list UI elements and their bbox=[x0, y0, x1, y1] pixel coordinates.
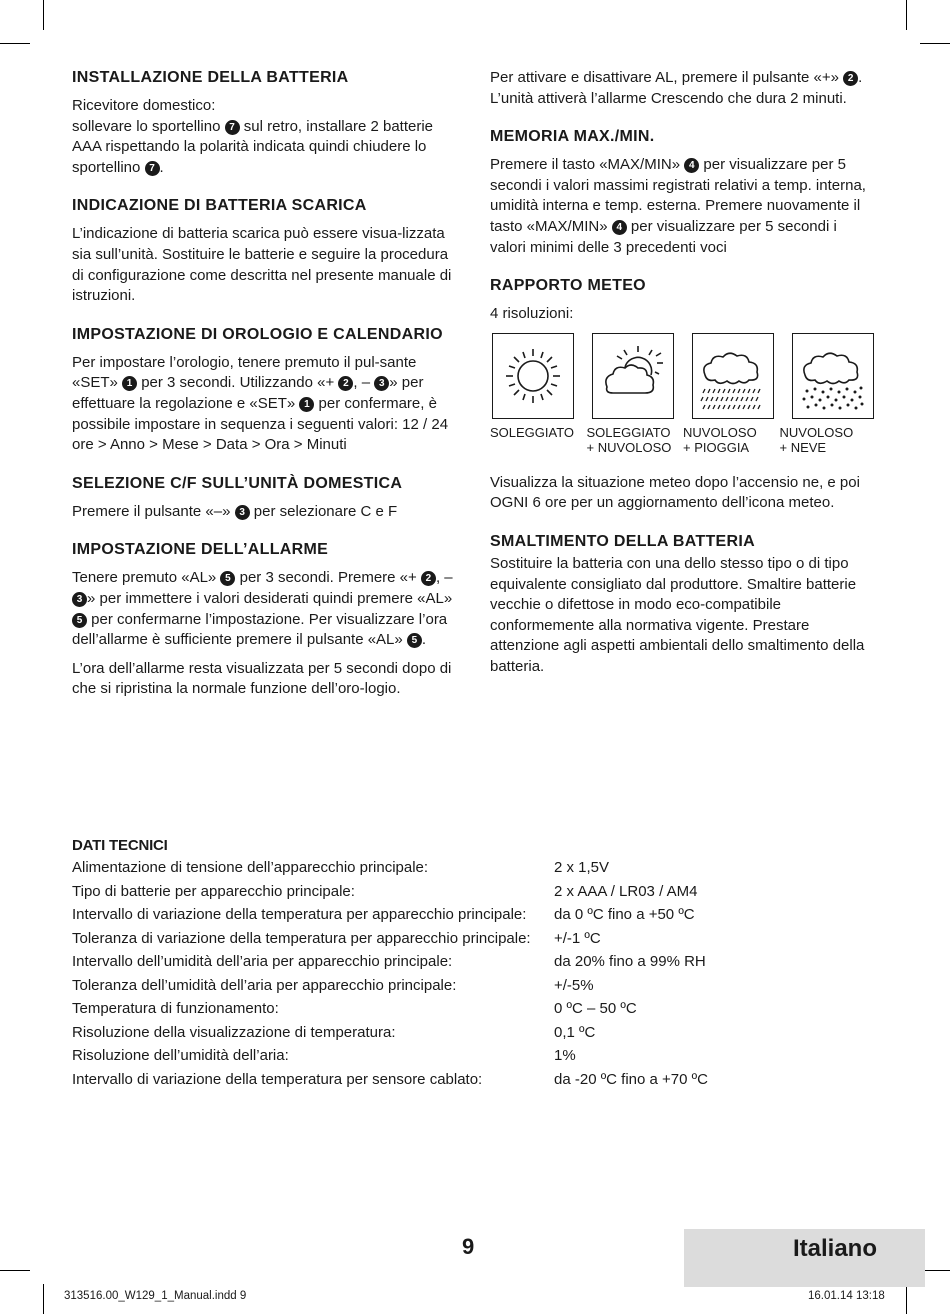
crop-mark bbox=[43, 1284, 44, 1314]
label-line: NUVOLOSO bbox=[779, 424, 854, 440]
text-fragment: per 3 secondi. Utilizzando «+ bbox=[137, 374, 339, 392]
spec-label: Toleranza dell’umidità dell’aria per apparecchio principale: bbox=[72, 976, 457, 994]
date-slug: 16.01.14 13:18 bbox=[808, 1290, 885, 1302]
number-badge-4: 4 bbox=[684, 158, 699, 173]
number-badge-7: 7 bbox=[145, 161, 160, 176]
spec-label: Temperatura di funzionamento: bbox=[72, 1000, 279, 1017]
weather-label-sunny bbox=[490, 425, 587, 455]
low-battery-heading: INDICAZIONE DI BATTERIA SCARICA bbox=[72, 197, 367, 215]
technical-data-row bbox=[72, 1068, 892, 1092]
crop-mark bbox=[0, 43, 30, 44]
alarm-setting-heading: IMPOSTAZIONE DELL’ALLARME bbox=[72, 541, 329, 559]
weather-icons bbox=[492, 333, 876, 419]
technical-data-row bbox=[72, 856, 892, 880]
technical-data-table bbox=[72, 856, 892, 1091]
text-fragment: Premere il pulsante «–» bbox=[72, 502, 235, 520]
text-fragment: . bbox=[421, 631, 427, 649]
text-fragment: » per effettuare la regolazione e «SET» bbox=[72, 374, 424, 412]
weather-label-cloudy-rain bbox=[683, 425, 780, 455]
text-fragment: Per impostare l’orologio, tenere premuto il pul-sante «SET» bbox=[72, 353, 417, 392]
technical-data-row bbox=[72, 1021, 892, 1045]
number-badge-3: 3 bbox=[374, 376, 389, 391]
cf-selection-heading: SELEZIONE C/F SULL’UNITÀ DOMESTICA bbox=[72, 474, 403, 492]
number-badge-1: 1 bbox=[299, 397, 314, 412]
spec-value: da -20 ºC fino a +70 ºC bbox=[554, 1070, 708, 1088]
receiver-label: Ricevitore domestico: bbox=[72, 97, 216, 114]
sun-icon bbox=[495, 337, 571, 415]
number-badge-2: 2 bbox=[421, 571, 436, 586]
text-fragment: sollevare lo sportellino bbox=[72, 117, 225, 135]
number-badge-1: 1 bbox=[122, 376, 137, 391]
text-fragment: per confermarne l’impostazione. Per visualizzare l’ora dell’allarme è sufficiente premere il pulsante «AL» bbox=[72, 610, 448, 649]
alarm-setting-text bbox=[72, 568, 458, 650]
alarm-display-text: L’ora dell’allarme resta visualizzata per 5 secondi dopo di che si ripristina la normale funzione dell’oro-logio. bbox=[72, 659, 452, 698]
label-line: + PIOGGIA bbox=[683, 439, 750, 455]
number-badge-3: 3 bbox=[235, 505, 250, 520]
file-slug: 313516.00_W129_1_Manual.indd 9 bbox=[64, 1290, 247, 1302]
text-fragment: , – bbox=[435, 569, 453, 587]
number-badge-2: 2 bbox=[338, 376, 353, 391]
crop-mark bbox=[0, 1270, 30, 1271]
technical-data-row bbox=[72, 880, 892, 904]
battery-disposal-text: Sostituire la batteria con una dello stesso tipo o di tipo equivalente consigliato dal produttore. Smaltire batterie vecchie o difettose in modo eco-compatibile conformemente alla normativa vigente. Prestare attenzione agli aspetti ambientali dello smaltimento della batteria. bbox=[490, 554, 865, 675]
crop-mark bbox=[43, 0, 44, 30]
spec-value: 2 x AAA / LR03 / AM4 bbox=[554, 882, 698, 900]
spec-label: Risoluzione dell’umidità dell’aria: bbox=[72, 1047, 289, 1064]
technical-data bbox=[72, 836, 892, 1091]
number-badge-3: 3 bbox=[72, 592, 87, 607]
clock-calendar-heading: IMPOSTAZIONE DI OROLOGIO E CALENDARIO bbox=[72, 325, 443, 343]
technical-data-row bbox=[72, 997, 892, 1021]
text-fragment: . bbox=[159, 158, 164, 176]
spec-label: Tipo di batterie per apparecchio principale: bbox=[72, 882, 355, 900]
weather-box-cloudy-snow bbox=[792, 333, 874, 419]
battery-install-text bbox=[72, 96, 458, 178]
technical-data-row bbox=[72, 903, 892, 927]
text-fragment: Tenere premuto «AL» bbox=[72, 569, 221, 587]
memory-text bbox=[490, 155, 876, 258]
sun-cloud-icon bbox=[595, 337, 671, 415]
weather-label-cloudy-snow bbox=[780, 425, 877, 455]
weather-label-sunny-cloudy bbox=[587, 425, 684, 455]
battery-disposal-heading: SMALTIMENTO DELLA BATTERIA bbox=[490, 532, 755, 550]
language-tab bbox=[684, 1229, 925, 1287]
clock-calendar-text bbox=[72, 353, 458, 456]
alarm-toggle-text bbox=[490, 68, 876, 109]
crop-mark bbox=[906, 0, 907, 30]
text-fragment: per visualizzare per 5 secondi i valori minimi delle 3 precedenti voci bbox=[490, 217, 837, 256]
number-badge-7: 7 bbox=[225, 120, 240, 135]
text-fragment: , – bbox=[353, 374, 375, 392]
spec-value: 0 ºC – 50 ºC bbox=[554, 1000, 637, 1017]
text-fragment: per 3 secondi. Premere «+ bbox=[235, 569, 421, 587]
weather-update-text: Visualizza la situazione meteo dopo l’accensio ne, e poi OGNI 6 ore per un aggiornamento dell’icona meteo. bbox=[490, 473, 860, 512]
text-fragment: » per immettere i valori desiderati quindi premere «AL» bbox=[87, 589, 453, 607]
spec-label: Intervallo dell’umidità dell’aria per apparecchio principale: bbox=[72, 953, 453, 970]
label-line: SOLEGGIATO bbox=[586, 424, 671, 440]
label-line: NUVOLOSO bbox=[683, 424, 757, 440]
label-line: SOLEGGIATO bbox=[490, 424, 575, 440]
text-fragment: Premere il tasto «MAX/MIN» bbox=[490, 156, 685, 174]
cf-selection-text bbox=[72, 502, 458, 523]
number-badge-5: 5 bbox=[72, 613, 87, 628]
page-number: 9 bbox=[462, 1234, 475, 1259]
spec-label: Risoluzione della visualizzazione di temperatura: bbox=[72, 1023, 396, 1041]
spec-value: 0,1 ºC bbox=[554, 1023, 596, 1041]
label-line: + NEVE bbox=[779, 439, 827, 455]
spec-label: Intervallo di variazione della temperatura per sensore cablato: bbox=[72, 1070, 483, 1088]
rain-cloud-icon bbox=[695, 337, 771, 415]
left-column bbox=[72, 68, 458, 718]
weather-intro: 4 risoluzioni: bbox=[490, 305, 574, 323]
spec-label: Toleranza di variazione della temperatura per apparecchio principale: bbox=[72, 929, 531, 947]
text-fragment: . L’unità attiverà l’allarme Crescendo che dura 2 minuti. bbox=[490, 69, 863, 107]
spec-value: 1% bbox=[554, 1047, 576, 1064]
technical-data-row bbox=[72, 1044, 892, 1068]
weather-labels bbox=[490, 425, 876, 455]
number-badge-2: 2 bbox=[843, 71, 858, 86]
text-fragment: sul retro, installare 2 batterie AAA rispettando la polarità indicata quindi chiudere lo sportellino bbox=[72, 117, 434, 176]
spec-value: da 0 ºC fino a +50 ºC bbox=[554, 906, 695, 923]
weather-box-cloudy-rain bbox=[692, 333, 774, 419]
battery-install-heading: INSTALLAZIONE DELLA BATTERIA bbox=[72, 69, 349, 86]
weather-box-sunny bbox=[492, 333, 574, 419]
crop-mark bbox=[920, 43, 950, 44]
number-badge-5: 5 bbox=[407, 633, 422, 648]
technical-data-row bbox=[72, 927, 892, 951]
text-fragment: per confermare, è possibile impostare in sequenza i seguenti valori: 12 / 24 ore > Anno > Mese > Data > Ora > Minuti bbox=[72, 394, 449, 454]
low-battery-text: L’indicazione di batteria scarica può essere visua-lizzata sia sull’unità. Sostituire le batterie e seguire la procedura di configurazione come descritta nel presente manuale di istruzioni. bbox=[72, 225, 452, 305]
text-fragment: Per attivare e disattivare AL, premere il pulsante «+» bbox=[490, 69, 844, 86]
weather-box-sunny-cloudy bbox=[592, 333, 674, 419]
memory-heading: MEMORIA MAX./MIN. bbox=[490, 128, 655, 146]
number-badge-4: 4 bbox=[612, 220, 627, 235]
technical-data-row bbox=[72, 974, 892, 998]
language-label: Italiano bbox=[792, 1235, 877, 1262]
technical-data-row bbox=[72, 950, 892, 974]
spec-value: da 20% fino a 99% RH bbox=[554, 953, 706, 970]
spec-value: +/-5% bbox=[554, 976, 594, 994]
technical-data-title: DATI TECNICI bbox=[72, 837, 168, 854]
text-fragment: per selezionare C e F bbox=[249, 502, 398, 520]
label-line: + NUVOLOSO bbox=[586, 439, 672, 455]
weather-report-heading: RAPPORTO METEO bbox=[490, 277, 646, 295]
spec-value: +/-1 ºC bbox=[554, 929, 601, 947]
snow-cloud-icon bbox=[795, 337, 871, 415]
crop-mark bbox=[906, 1284, 907, 1314]
right-column bbox=[490, 68, 876, 696]
spec-label: Alimentazione di tensione dell’apparecchio principale: bbox=[72, 859, 429, 876]
spec-value: 2 x 1,5V bbox=[554, 859, 610, 876]
number-badge-5: 5 bbox=[220, 571, 235, 586]
spec-label: Intervallo di variazione della temperatura per apparecchio principale: bbox=[72, 906, 527, 923]
text-fragment: per visualizzare per 5 secondi i valori massimi registrati relativi a temp. interna, umidità interna e temp. esterna. Premere nuovamente il tasto «MAX/MIN» bbox=[490, 156, 866, 235]
